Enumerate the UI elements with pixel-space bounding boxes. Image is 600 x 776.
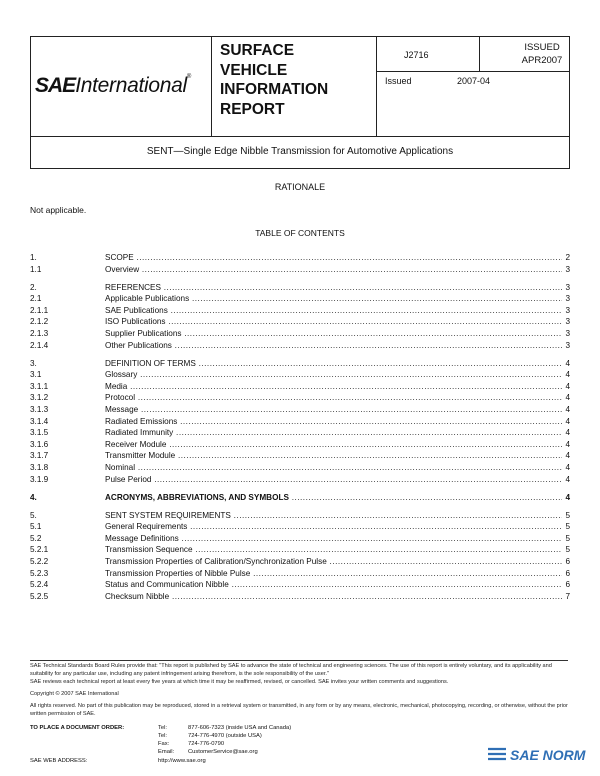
toc-entry-number: 3.1.9 <box>30 474 49 484</box>
document-header-box <box>30 36 570 137</box>
logo-sae-text: SAE <box>35 74 76 97</box>
toc-entry[interactable] <box>30 556 570 568</box>
toc-entry[interactable] <box>30 282 570 294</box>
toc-entry-title: General Requirements ..... <box>105 521 562 533</box>
toc-entry-title: Radiated Immunity ..... <box>105 427 562 439</box>
toc-entry-number: 5. <box>30 510 37 520</box>
order-line-label: Tel: <box>158 725 168 731</box>
document-number: J2716 <box>404 50 429 60</box>
toc-entry[interactable] <box>30 381 570 393</box>
toc-entry-page: 3 <box>565 317 570 327</box>
toc-entry[interactable] <box>30 427 570 439</box>
toc-entry-page: 3 <box>565 264 570 274</box>
toc-entry-title: Protocol ..... <box>105 392 562 404</box>
report-type <box>220 41 328 119</box>
toc-entry-page: 4 <box>565 428 570 438</box>
toc-entry-number: 2.1 <box>30 294 42 304</box>
toc-entry-title: Other Publications ..... <box>105 340 562 352</box>
toc-entry[interactable] <box>30 404 570 416</box>
issued-status-line: ISSUED <box>524 42 560 53</box>
toc-entry-title: ISO Publications ..... <box>105 316 562 328</box>
toc-entry-page: 4 <box>565 463 570 472</box>
toc-entry-page: 4 <box>565 474 570 484</box>
order-line-value[interactable]: CustomerService@sae.org <box>188 749 258 755</box>
copyright-text: Copyright © 2007 SAE International <box>30 691 119 697</box>
toc-entry-number: 3.1.3 <box>30 405 49 414</box>
toc-entry[interactable] <box>30 544 570 556</box>
issued-date: 2007-04 <box>457 76 491 86</box>
toc-entry-title: Message ..... <box>105 404 562 416</box>
toc-entry-title: Receiver Module ..... <box>105 439 562 451</box>
web-address-label: SAE WEB ADDRESS: <box>30 758 88 764</box>
header-divider <box>376 37 377 136</box>
toc-entry-number: 3.1.7 <box>30 451 49 461</box>
toc-entry-title: Overview ..... <box>105 264 562 276</box>
toc-entry-number: 3.1.6 <box>30 439 49 449</box>
toc-entry-number: 5.2 <box>30 533 42 543</box>
toc-entry-title: Radiated Emissions ..... <box>105 416 562 428</box>
toc-entry-number: 5.2.2 <box>30 557 49 566</box>
toc-entry-page: 5 <box>565 545 570 555</box>
sae-norm-watermark <box>486 740 598 770</box>
toc-entry-page: 4 <box>565 416 570 426</box>
toc-entry-number: 3. <box>30 358 37 368</box>
toc-entry-page: 4 <box>565 393 570 403</box>
logo-international-text: International <box>75 74 187 97</box>
toc-entry-page: 4 <box>565 405 570 414</box>
toc-entry[interactable] <box>30 316 570 328</box>
toc-entry-number: 5.2.3 <box>30 568 49 578</box>
toc-entry-title: DEFINITION OF TERMS ..... <box>105 358 562 370</box>
order-label: TO PLACE A DOCUMENT ORDER: <box>30 725 125 731</box>
toc-entry-number: 3.1.2 <box>30 393 49 403</box>
rationale-heading: RATIONALE <box>274 182 326 192</box>
toc-entry[interactable] <box>30 392 570 404</box>
toc-entry-page: 7 <box>565 591 570 601</box>
toc-entry-number: 2. <box>30 282 37 292</box>
toc-entry-number: 2.1.2 <box>30 317 49 327</box>
toc-entry-title: Pulse Period ..... <box>105 474 562 486</box>
toc-entry-number: 4. <box>30 492 37 502</box>
toc-entry-page: 5 <box>565 510 570 520</box>
sae-international-logo <box>35 74 191 98</box>
toc-entry-page: 4 <box>565 439 570 449</box>
issued-date-row <box>385 76 490 86</box>
web-address-link[interactable]: http://www.sae.org <box>158 758 206 764</box>
report-type-line: INFORMATION <box>220 81 329 98</box>
toc-entry-number: 5.2.1 <box>30 545 49 555</box>
toc-entry[interactable] <box>30 340 570 352</box>
toc-entry-number: 2.1.3 <box>30 329 49 338</box>
toc-entry-page: 3 <box>565 305 570 315</box>
order-line-value[interactable]: 724-776-4970 (outside USA) <box>188 733 262 739</box>
toc-entry-title: Applicable Publications ..... <box>105 293 562 305</box>
toc-entry-number: 3.1.8 <box>30 463 49 472</box>
header-divider <box>211 37 212 136</box>
toc-entry-page: 3 <box>565 340 570 350</box>
issued-status <box>511 41 573 67</box>
toc-entry-page: 6 <box>565 580 570 590</box>
toc-entry-title: Supplier Publications ..... <box>105 328 562 340</box>
toc-entry-page: 6 <box>565 568 570 578</box>
toc-entry-title: Message Definitions ..... <box>105 533 562 545</box>
toc-entry-number: 3.1.1 <box>30 381 49 391</box>
toc-entry-number: 5.2.5 <box>30 591 49 601</box>
toc-entry[interactable] <box>30 264 570 276</box>
toc-entry[interactable] <box>30 492 570 504</box>
toc-entry-number: 3.1.4 <box>30 416 49 426</box>
toc-entry[interactable] <box>30 293 570 305</box>
toc-entry-page: 2 <box>565 253 570 262</box>
toc-entry-page: 6 <box>565 557 570 566</box>
toc-entry[interactable] <box>30 328 570 340</box>
document-title: SENT—Single Edge Nibble Transmission for Automotive Applications <box>30 136 570 169</box>
order-line-label: Fax: <box>158 741 170 747</box>
toc-entry-title: Glossary ..... <box>105 369 562 381</box>
rights-text: All rights reserved. No part of this publication may be reproduced, stored in a retrieval system or transmitted, in any form or by any means, electronic, mechanical, photocopying, recording, or otherwise, without the prior written permission of SAE. <box>30 703 568 717</box>
toc-entry-number: 3.1.5 <box>30 428 49 438</box>
toc-entry[interactable] <box>30 568 570 580</box>
toc-entry-page: 4 <box>565 358 570 368</box>
report-type-line: VEHICLE <box>220 61 288 79</box>
toc-entry-number: 1.1 <box>30 264 42 274</box>
toc-entry[interactable] <box>30 591 570 603</box>
toc-entry-page: 3 <box>565 282 570 292</box>
toc-entry-page: 3 <box>565 294 570 304</box>
toc-entry-title: Nominal ..... <box>105 462 562 474</box>
toc-entry-title: Transmission Properties of Nibble Pulse ..... <box>105 568 562 580</box>
toc-entry[interactable] <box>30 521 570 533</box>
header-divider <box>376 71 569 72</box>
logo-trademark: ® <box>186 74 191 80</box>
sae-norm-logo-icon <box>486 740 598 770</box>
board-rules-text: SAE Technical Standards Board Rules provide that: "This report is published by SAE to advance the state of technical and engineering sciences. The use of this report is entirely voluntary, and its applicability and suitability for any particular use, including any patent infringement arising therefrom, is the sole responsibility of the user." <box>30 663 552 677</box>
watermark-text: SAE NORM <box>510 747 586 763</box>
header-divider <box>479 37 480 71</box>
toc-entry-title: Transmission Sequence ..... <box>105 544 562 556</box>
toc-entry[interactable] <box>30 474 570 486</box>
order-line-value[interactable]: 724-776-0790 <box>188 741 225 747</box>
toc-entry-page: 3 <box>565 329 570 338</box>
toc-entry-number: 5.2.4 <box>30 580 49 590</box>
order-line-value[interactable]: 877-606-7323 (inside USA and Canada) <box>188 725 292 731</box>
toc-entry-title: Status and Communication Nibble ..... <box>105 579 562 591</box>
toc-entry-number: 5.1 <box>30 522 42 532</box>
toc-entry[interactable] <box>30 579 570 591</box>
toc-entry-title: Media ..... <box>105 381 562 393</box>
toc-entry-number: 2.1.4 <box>30 340 49 350</box>
toc-entry-page: 4 <box>565 451 570 461</box>
toc-entry[interactable] <box>30 252 570 264</box>
toc-entry-title: REFERENCES ..... <box>105 282 562 294</box>
toc-entry[interactable] <box>30 439 570 451</box>
toc-entry-number: 3.1 <box>30 370 42 380</box>
toc-entry-title: Transmission Properties of Calibration/Synchronization Pulse ..... <box>105 556 562 568</box>
order-line-label: Tel: <box>158 733 168 739</box>
toc-entry-title: Checksum Nibble ..... <box>105 591 562 603</box>
toc-entry-title: SAE Publications ..... <box>105 305 562 317</box>
toc-entry[interactable] <box>30 510 570 522</box>
toc-entry-title: SENT SYSTEM REQUIREMENTS ..... <box>105 510 562 522</box>
toc-heading: TABLE OF CONTENTS <box>255 228 345 238</box>
issued-label: Issued <box>385 76 412 86</box>
report-type-line: SURFACE <box>220 42 295 59</box>
toc-entry-title: SCOPE ..... <box>105 252 562 264</box>
toc-entry-page: 4 <box>565 492 570 502</box>
toc-entry-title: Transmitter Module ..... <box>105 450 562 462</box>
report-type-line: REPORT <box>220 100 285 118</box>
toc-entry[interactable] <box>30 450 570 462</box>
toc-entry-number: 2.1.1 <box>30 305 49 315</box>
toc-entry-number: 1. <box>30 253 37 262</box>
toc-entry[interactable] <box>30 358 570 370</box>
footer-divider <box>30 660 568 661</box>
order-line-label: Email: <box>158 749 175 755</box>
toc-entry-title: ACRONYMS, ABBREVIATIONS, AND SYMBOLS ..... <box>105 492 562 504</box>
toc-entry[interactable] <box>30 305 570 317</box>
toc-entry-page: 4 <box>565 381 570 391</box>
issued-status-date: APR2007 <box>521 55 563 66</box>
toc-entry[interactable] <box>30 462 570 474</box>
rationale-text: Not applicable. <box>30 205 87 215</box>
toc-entry-page: 4 <box>565 370 570 380</box>
toc-entry-page: 5 <box>565 522 570 532</box>
toc-entry[interactable] <box>30 369 570 381</box>
toc-entry-page: 5 <box>565 533 570 543</box>
toc-entry[interactable] <box>30 533 570 545</box>
toc-entry[interactable] <box>30 416 570 428</box>
review-text: SAE reviews each technical report at least every five years at which time it may be reaffirmed, revised, or cancelled. SAE invites your written comments and suggestions. <box>30 679 449 685</box>
